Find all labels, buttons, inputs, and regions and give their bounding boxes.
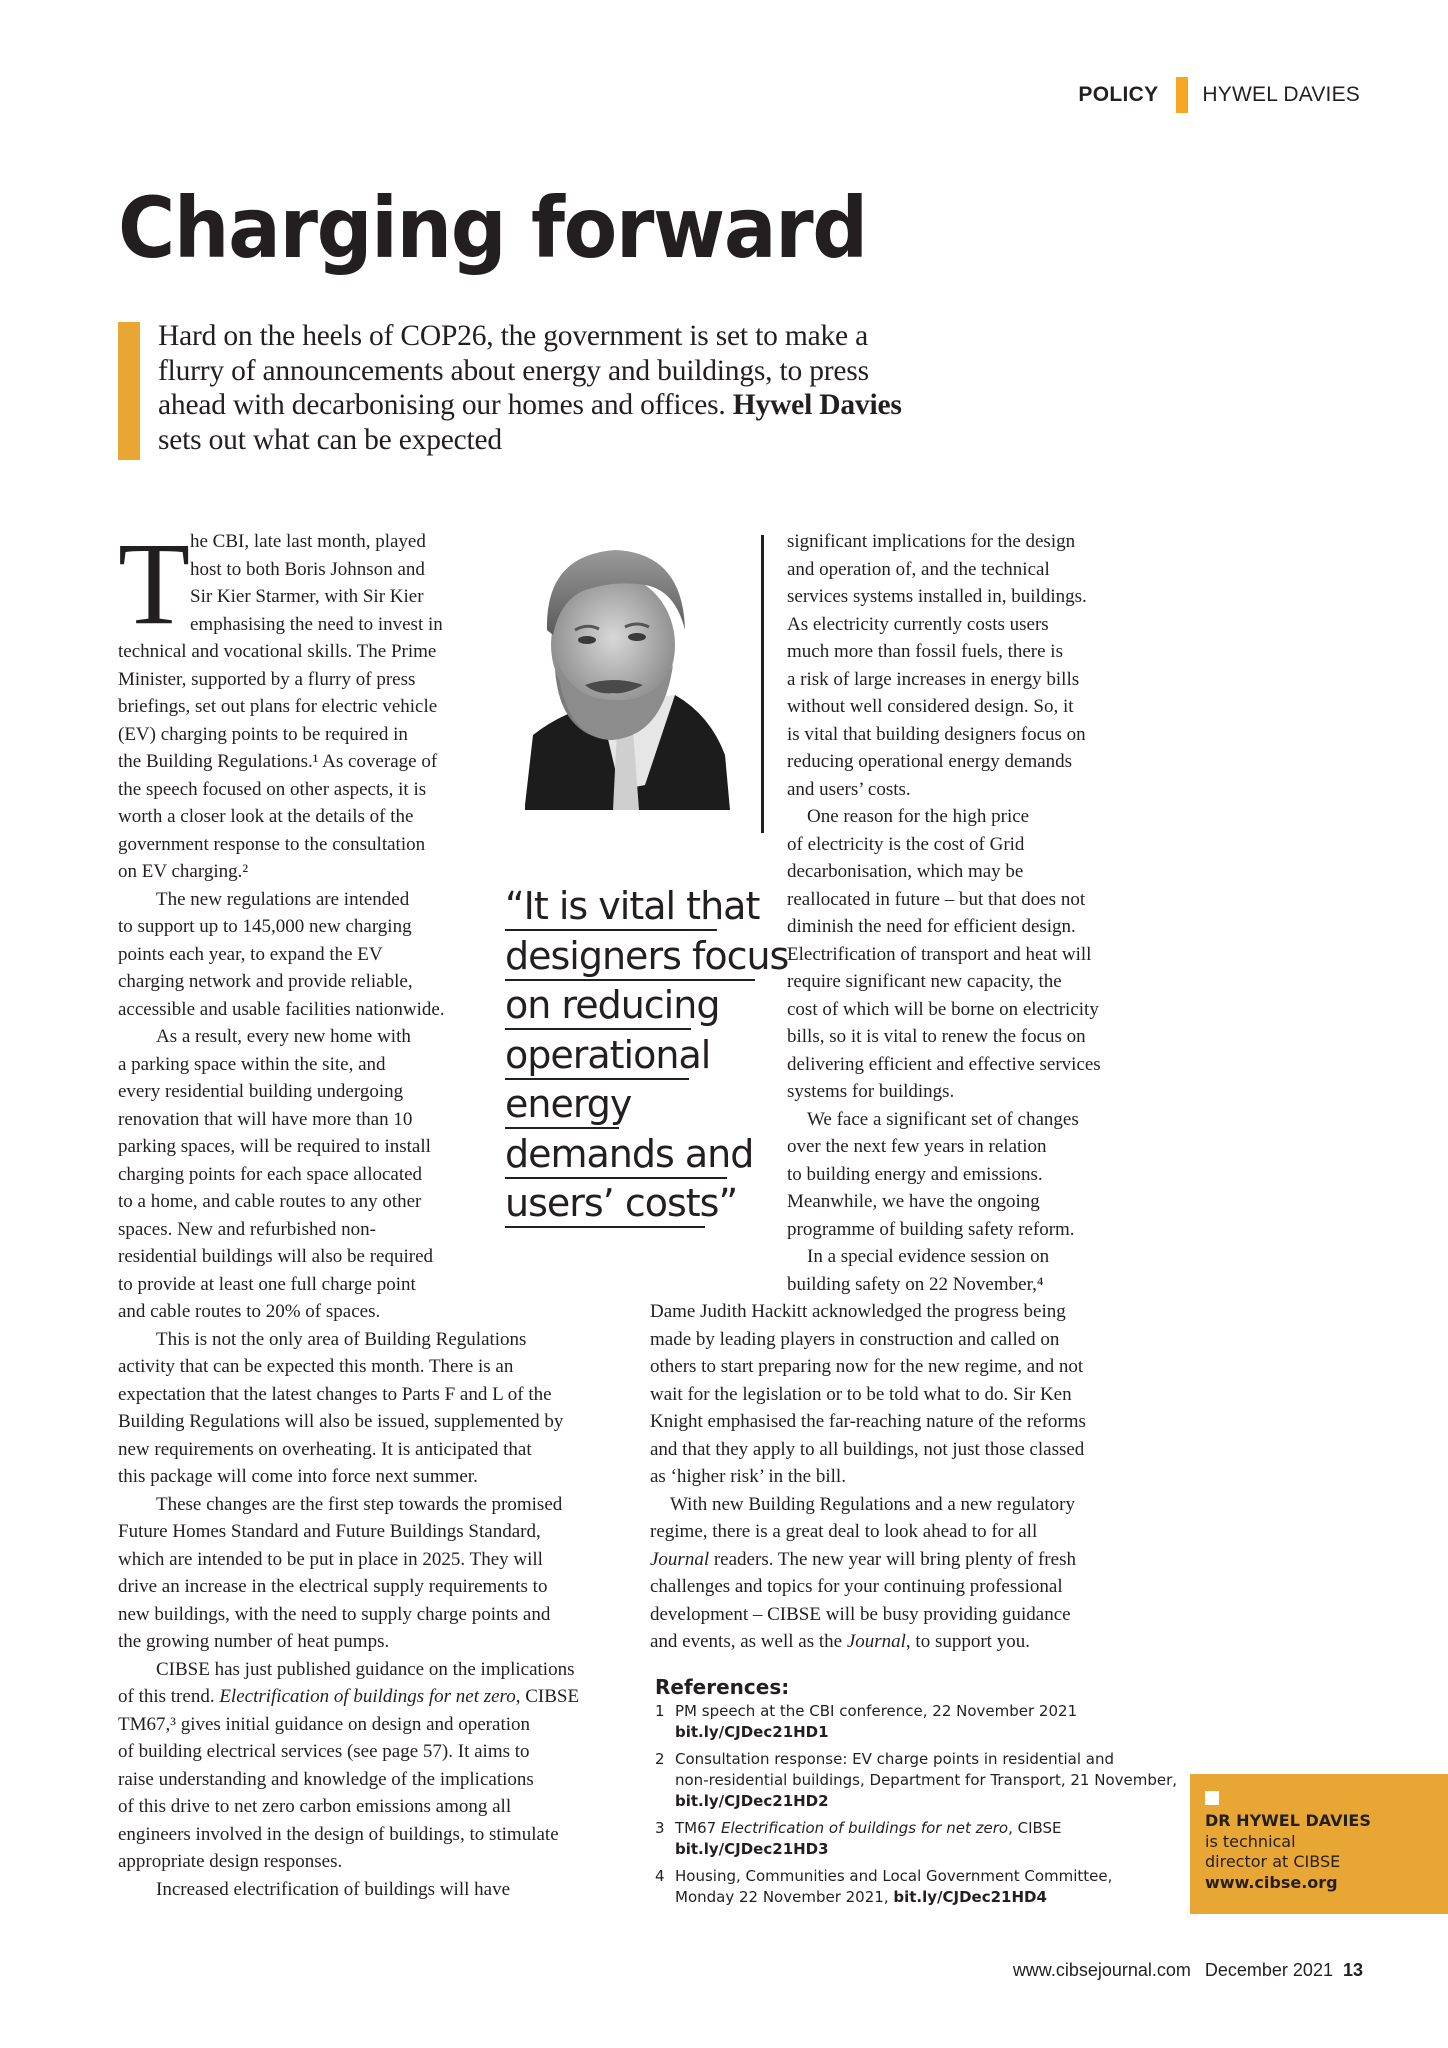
body-text-line: and users’ costs. [787,778,911,800]
body-text-line: is vital that building designers focus on [787,723,1086,745]
body-text-line: of building electrical services (see page 57). It aims to [118,1741,530,1762]
body-text-line: and cable routes to 20% of spaces. [118,1301,381,1322]
reference-line [655,1701,1077,1722]
publication-title: Electrification of buildings for net zero [219,1686,516,1707]
reference-link[interactable]: bit.ly/CJDec21HD3 [675,1840,829,1858]
body-text-line: renovation that will have more than 10 [118,1108,413,1130]
body-text-line: Sir Kier Starmer, with Sir Kier [190,586,424,607]
body-text-line: worth a closer look at the details of the [118,806,414,827]
pull-quote-line: users’ costs” [505,1181,738,1225]
body-text-line: emphasising the need to invest in [190,613,443,635]
body-text-line: building safety on 22 November,⁴ [787,1273,1044,1295]
reference-line [655,1749,1114,1770]
body-text-line: This is not the only area of Building Regulations [156,1328,527,1350]
body-text-line: charging network and provide reliable, [118,971,413,992]
article-title: Charging forward [118,179,867,277]
body-text-line: which are intended to be put in place in 2025. They will [118,1548,543,1570]
body-text-line: reducing operational energy demands [787,751,1073,772]
reference-number: 3 [655,1819,665,1837]
body-text-line: the growing number of heat pumps. [118,1631,390,1652]
body-text-line: development – CIBSE will be busy providing guidance [650,1603,1071,1625]
body-text-line: drive an increase in the electrical supply requirements to [118,1576,548,1597]
bio-role: director at CIBSE [1205,1852,1341,1871]
reference-line [655,1887,1047,1908]
body-text-line: One reason for the high price [807,806,1030,827]
body-text-line: engineers involved in the design of buildings, to stimulate [118,1823,559,1845]
body-text-line: programme of building safety reform. [787,1218,1075,1240]
body-text-line: wait for the legislation or to be told what to do. Sir Ken [650,1383,1072,1405]
reference-link[interactable]: bit.ly/CJDec21HD4 [893,1888,1047,1906]
text-run: Monday 22 November 2021, [675,1888,894,1906]
body-text-line: to a home, and cable routes to any other [118,1191,422,1212]
body-text-line: residential buildings will also be required [118,1246,434,1267]
body-text-line: Future Homes Standard and Future Buildings Standard, [118,1521,541,1542]
section-header [1078,78,1360,112]
pull-quote-rule [505,979,755,981]
page-footer [1013,1960,1363,1981]
reference-line [655,1866,1112,1887]
body-text-line: and that they apply to all buildings, not just those classed [650,1438,1085,1460]
body-text-line: points each year, to expand the EV [118,943,383,965]
pull-quote-rule [505,1028,691,1030]
pull-quote-rule [505,1078,689,1080]
body-text-line: over the next few years in relation [787,1136,1047,1157]
body-text-line [118,1683,579,1710]
body-text-line: With new Building Regulations and a new regulatory [670,1493,1076,1515]
body-text-line: As a result, every new home with [156,1026,411,1047]
reference-number: 1 [655,1702,665,1720]
reference-line [655,1818,1062,1839]
body-text-line: CIBSE has just published guidance on the implications [156,1658,575,1680]
body-text-line: challenges and topics for your continuing professional [650,1576,1063,1597]
body-text-line: parking spaces, will be required to install [118,1136,431,1157]
footer-date: December 2021 [1204,1960,1333,1980]
body-text-line: host to both Boris Johnson and [190,558,425,580]
body-text-line: The new regulations are intended [156,888,410,910]
page-number: 13 [1342,1960,1363,1980]
standfirst-line: ahead with decarbonising our homes and offices. Hywel Davies [158,389,902,421]
standfirst-line: Hard on the heels of COP26, the government is set to make a [158,320,868,352]
body-text-line: the speech focused on other aspects, it is [118,778,427,800]
standfirst-line: flurry of announcements about energy and buildings, to press [158,354,869,387]
text-run: PM speech at the CBI conference, 22 November 2021 [675,1702,1078,1720]
body-text-line: new requirements on overheating. It is anticipated that [118,1438,532,1460]
text-run: and events, as well as the [650,1631,847,1652]
body-text-line: government response to the consultation [118,833,426,855]
body-text-line: briefings, set out plans for electric vehicle [118,696,438,717]
body-text-line: and operation of, and the technical [787,558,1050,580]
journal-name: Journal [846,1631,906,1652]
header-accent-bar [1176,77,1188,113]
header-author: HYWEL DAVIES [1202,83,1360,106]
pull-quote-line: “It is vital that [505,884,760,928]
body-text-line: expectation that the latest changes to Parts F and L of the [118,1383,552,1405]
author-bio-box [1190,1774,1448,1914]
references-heading: References: [655,1675,790,1699]
body-text-line: (EV) charging points to be required in [118,723,408,745]
body-text-line [650,1546,1076,1573]
body-text-line: Knight emphasised the far-reaching nature of the reforms [650,1411,1086,1432]
body-text-line: Building Regulations will also be issued, supplemented by [118,1411,564,1432]
body-text-line: every residential building undergoing [118,1081,404,1102]
body-text-line: to building energy and emissions. [787,1163,1043,1185]
bio-website-link[interactable]: www.cibse.org [1205,1873,1338,1892]
body-text-line: accessible and usable facilities nationwide. [118,998,445,1020]
body-text-line: reallocated in future – but that does not [787,888,1086,910]
body-text-line: appropriate design responses. [118,1851,343,1872]
body-text-line: In a special evidence session on [807,1246,1050,1267]
body-text-line [650,1628,1030,1655]
reference-number: 2 [655,1750,665,1768]
body-text-line: We face a significant set of changes [807,1108,1079,1130]
pull-quote-line: designers focus [505,933,789,978]
body-text-line: raise understanding and knowledge of the implications [118,1768,534,1790]
body-text-line: require significant new capacity, the [787,971,1062,992]
reference-link[interactable]: bit.ly/CJDec21HD2 [675,1792,829,1810]
bio-square-icon [1205,1791,1219,1805]
pull-quote-line: on reducing [505,983,720,1027]
drop-cap: T [118,518,191,649]
body-text-line: cost of which will be borne on electricity [787,998,1099,1020]
pull-quote-rule [505,929,717,931]
body-text-line: new buildings, with the need to supply charge points and [118,1603,551,1625]
body-text-line: as ‘higher risk’ in the bill. [650,1466,846,1487]
body-text-line: delivering efficient and effective services [787,1053,1101,1075]
body-text-line: bills, so it is vital to renew the focus on [787,1026,1086,1047]
body-text-line: he CBI, late last month, played [190,531,426,552]
bio-role: is technical [1205,1832,1296,1851]
body-text-line: much more than fossil fuels, there is [787,641,1063,662]
body-text-line: technical and vocational skills. The Prime [118,641,437,662]
text-run: TM67 [675,1819,721,1837]
pull-quote-line: operational [505,1032,711,1077]
body-text-line: These changes are the first step towards the promised [156,1493,563,1515]
text-run: non-residential buildings, Department for Transport, 21 November, [675,1771,1178,1789]
text-run: , CIBSE [1008,1819,1062,1837]
body-text-line: without well considered design. So, it [787,696,1074,717]
text-run: of this trend. [118,1686,215,1707]
standfirst-line: sets out what can be expected [158,423,502,456]
body-text-line: made by leading players in construction and called on [650,1328,1060,1350]
body-text-line: diminish the need for efficient design. [787,916,1076,937]
body-text-line: the Building Regulations.¹ As coverage of [118,751,438,772]
reference-line [655,1722,829,1743]
reference-number: 4 [655,1867,665,1885]
body-text-line: Increased electrification of buildings will have [156,1878,511,1900]
body-text-line: others to start preparing now for the new regime, and not [650,1356,1084,1377]
body-text-line: to provide at least one full charge point [118,1273,416,1295]
body-text-line: services systems installed in, buildings. [787,586,1087,607]
photo-vertical-rule [761,535,764,833]
body-text-line: a risk of large increases in energy bills [787,668,1080,690]
body-text-line: a parking space within the site, and [118,1053,386,1075]
body-text-line: Dame Judith Hackitt acknowledged the progress being [650,1301,1066,1322]
body-text-line: Electrification of transport and heat will [787,943,1092,965]
journal-name: Journal [650,1548,710,1570]
standfirst-accent-bar [118,322,140,460]
body-text-line: on EV charging.² [118,861,249,882]
text-run: readers. The new year will bring plenty of fresh [709,1548,1076,1570]
bio-name: DR HYWEL DAVIES [1205,1811,1371,1830]
reference-line [655,1770,1177,1791]
body-text-line: Meanwhile, we have the ongoing [787,1191,1040,1212]
body-text-line: spaces. New and refurbished non- [118,1218,376,1240]
standfirst-byline: Hywel Davies [732,389,902,421]
pull-quote-rule [505,1177,727,1179]
section-label: POLICY [1078,83,1159,106]
reference-line [655,1791,829,1812]
reference-line [655,1839,829,1860]
body-text-line: Minister, supported by a flurry of press [118,668,416,690]
body-text-line: systems for buildings. [787,1081,955,1102]
body-text-line: significant implications for the design [787,531,1076,552]
body-text-line: this package will come into force next summer. [118,1466,478,1487]
body-text-line: regime, there is a great deal to look ahead to for all [650,1521,1038,1542]
standfirst [158,319,1058,457]
pull-quote-line: demands and [505,1131,754,1176]
author-portrait-image [525,535,740,810]
text-run: Consultation response: EV charge points in residential and [675,1750,1115,1768]
body-text-line: decarbonisation, which may be [787,861,1024,882]
publication-title: Electrification of buildings for net zero [720,1819,1009,1837]
text-run: , to support you. [905,1631,1030,1652]
text-run: Housing, Communities and Local Government Committee, [675,1867,1113,1885]
footer-website[interactable]: www.cibsejournal.com [1012,1960,1191,1980]
body-text-line: As electricity currently costs users [787,613,1049,635]
body-text-line: activity that can be expected this month. There is an [118,1356,514,1377]
pull-quote-rule [505,1127,619,1129]
pull-quote-line: energy [505,1082,632,1126]
body-text-line: of electricity is the cost of Grid [787,833,1025,855]
body-text-line: TM67,³ gives initial guidance on design and operation [118,1713,530,1735]
body-text-line: to support up to 145,000 new charging [118,916,412,937]
reference-link[interactable]: bit.ly/CJDec21HD1 [675,1723,829,1741]
pull-quote-rule [505,1226,705,1228]
body-text-line: of this drive to net zero carbon emissions among all [118,1796,512,1817]
body-text-line: charging points for each space allocated [118,1163,423,1185]
author-photo [525,535,740,810]
text-run: , CIBSE [515,1686,580,1707]
